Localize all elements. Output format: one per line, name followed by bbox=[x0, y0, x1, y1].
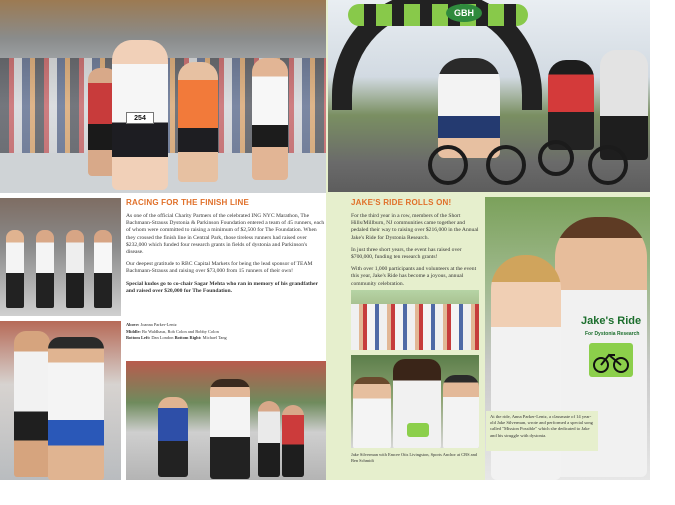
shirt-logo bbox=[407, 423, 429, 437]
bike-wheel bbox=[588, 145, 628, 185]
race-bib: 254 bbox=[126, 112, 154, 124]
arch-logo: GBH bbox=[446, 4, 482, 22]
runner-michael-tang bbox=[210, 379, 250, 479]
caption-bottom: Bottom Left: Dan London Bottom Right: Michael Tang bbox=[126, 335, 227, 340]
jakes-ride-article bbox=[351, 198, 481, 293]
article-heading: JAKE'S RIDE ROLLS ON! bbox=[351, 198, 452, 207]
runner bbox=[158, 397, 188, 477]
runner bbox=[66, 230, 84, 308]
bicycle-icon bbox=[589, 343, 633, 377]
runner bbox=[178, 62, 218, 182]
photo-captions bbox=[126, 322, 326, 342]
arch-stripe bbox=[348, 4, 528, 26]
article-paragraph: With over 1,000 participants and volunteers at the event this year, Jake's Ride has become a joyous, annual community celebration. bbox=[351, 266, 477, 287]
shirt-title: Jake's Ride bbox=[581, 315, 642, 327]
runner-joanna bbox=[112, 40, 168, 190]
runner bbox=[252, 58, 288, 180]
group-photo bbox=[351, 290, 479, 350]
runner bbox=[258, 401, 280, 477]
cyclist bbox=[438, 58, 500, 158]
bike-wheel bbox=[538, 140, 574, 176]
runner-dan-london bbox=[48, 337, 104, 480]
marathon-photo-bottom-right bbox=[126, 361, 326, 480]
article-heading: RACING FOR THE FINISH LINE bbox=[126, 198, 249, 207]
article-paragraph: Special kudos go to co-chair Sagar Mehta who ran in memory of his grandfather and raised over $20,000 for The Foundation. bbox=[126, 280, 318, 294]
article-paragraph: In just three short years, the event has raised over $700,000, funding ten research grants! bbox=[351, 246, 462, 261]
bicycle-logo-icon bbox=[589, 343, 633, 377]
article-paragraph: For the third year in a row, members of the Short Hills/Millburn, NJ communities came together and pedaled their way to raising over $216,000 in the Annual Jake's Ride for Dystonia Research. bbox=[351, 213, 479, 241]
cyclist bbox=[600, 50, 648, 160]
bike-wheel bbox=[486, 145, 526, 185]
shirt-subtitle: For Dystonia Research bbox=[585, 331, 640, 337]
article-paragraph: Our deepest gratitude to RBC Capital Markets for being the lead sponsor of TEAM Bachmann-Strauss and raising over $73,000 from 15 runners of their own! bbox=[126, 261, 313, 275]
person-jake bbox=[353, 377, 391, 448]
marathon-photo-bottom-left bbox=[0, 321, 121, 480]
marathon-photo-top bbox=[0, 0, 326, 193]
runner bbox=[14, 331, 50, 477]
runner bbox=[282, 405, 304, 477]
caption-above: Above: Joanna Parker-Lentz bbox=[126, 322, 177, 327]
runner bbox=[6, 230, 24, 308]
marathon-photo-middle bbox=[0, 198, 121, 316]
runner bbox=[94, 230, 112, 308]
person-ben bbox=[443, 375, 479, 448]
photo-caption: Jake Silverman with Emcee Otis Livingston, Sports Anchor at CBS and Ben Schmidt bbox=[351, 452, 477, 464]
quote-caption: At the ride, Anna Parker-Lentz, a classmate of 14 year-old Jake Silverman, wrote and performed a special song called "Mission Possible" which she dedicated to Jake and his struggle with dystonia. bbox=[486, 411, 598, 451]
crowd bbox=[351, 304, 479, 350]
runner bbox=[36, 230, 54, 308]
bike-wheel bbox=[428, 145, 468, 185]
cyclist bbox=[548, 60, 594, 150]
article-paragraph: As one of the official Charity Partners of the celebrated ING NYC Marathon, The Bachmann-Strauss Dystonia & Parkinson Foundation entered a team of 45 runners, each of whom were committed to raising a minimum of $2,500 for The Foundation. When they crossed the finish line in Central Park, those tireless runners had raised over $232,000 which funded four research grants in fields of dystonia and Parkinson's disease. bbox=[126, 213, 325, 256]
cycling-photo-top bbox=[328, 0, 650, 192]
jake-with-emcee-photo bbox=[351, 355, 479, 448]
caption-middle: Middle: Bo Waldhaus, Rob Colon and Bobby Colon bbox=[126, 328, 219, 334]
marathon-article bbox=[126, 198, 326, 300]
